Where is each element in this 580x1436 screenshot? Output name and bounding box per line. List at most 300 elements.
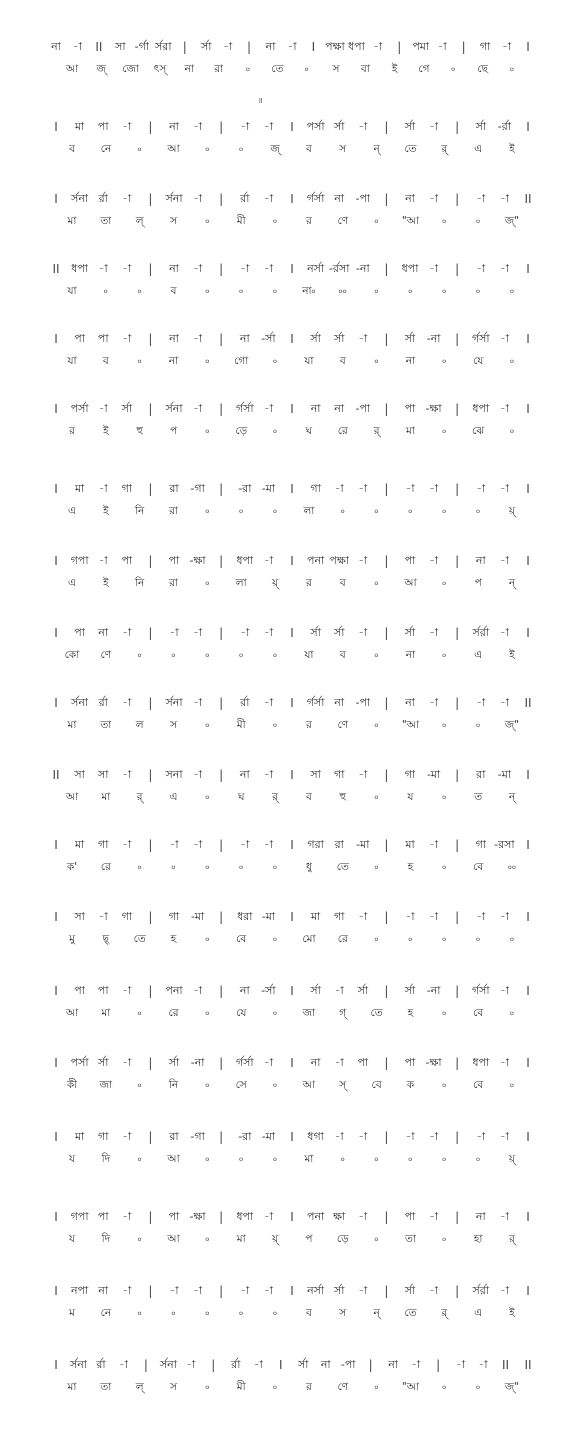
swara-note: -া	[373, 40, 383, 53]
lyric-syllable: য	[68, 1233, 76, 1245]
swara-note: -া	[72, 40, 82, 53]
swara-note: র্রা	[96, 1358, 106, 1371]
swara-row	[52, 1208, 532, 1226]
bar-line: I	[526, 984, 530, 998]
lyric-syllable: না	[184, 63, 194, 75]
swara-note: র্সনা	[165, 696, 183, 709]
swara-note: র্গর্সা	[306, 696, 325, 709]
swara-note: -া	[122, 1130, 132, 1143]
lyric-syllable: তে	[271, 63, 284, 75]
swara-note: সা	[97, 768, 109, 781]
lyric-syllable: স	[170, 719, 177, 731]
bar-line: I	[54, 838, 58, 852]
bar-line: |	[219, 332, 224, 346]
swara-note: -া	[263, 696, 273, 709]
lyric-syllable: যা	[304, 649, 314, 661]
swara-note: -া	[476, 910, 486, 923]
bar-line: I	[54, 1210, 58, 1224]
bar-line: |	[148, 768, 153, 782]
lyric-syllable: ব	[305, 1307, 312, 1319]
lyric-syllable: যা	[304, 355, 314, 367]
bar-line: |	[148, 1130, 153, 1144]
swara-note: -া	[358, 120, 368, 133]
bar-line: |	[455, 1284, 460, 1298]
bar-line: II	[52, 262, 60, 276]
lyric-syllable: ৹	[205, 577, 210, 589]
lyric-syllable: রে	[168, 1007, 179, 1019]
bar-line: I	[526, 1056, 530, 1070]
bar-line: I	[290, 1056, 294, 1070]
bar-line: |	[384, 768, 389, 782]
bar-line: I	[526, 482, 530, 496]
swara-note: গা	[121, 482, 132, 495]
lyric-syllable: ৹	[239, 505, 244, 517]
lyric-syllable: ৹	[137, 1307, 142, 1319]
lyric-syllable: র	[69, 425, 75, 437]
notation-line	[52, 694, 532, 740]
lyric-syllable: দি	[101, 1233, 111, 1245]
lyric-syllable: ক'	[66, 861, 78, 873]
bar-line: I	[526, 1210, 530, 1224]
lyric-syllable: ৹	[442, 577, 447, 589]
lyric-syllable: ৹	[442, 285, 447, 297]
lyric-syllable: ৹	[205, 933, 210, 945]
swara-row	[52, 836, 532, 854]
swara-note: র্সনা	[165, 402, 183, 415]
lyric-syllable: হু	[136, 425, 144, 437]
lyric-syllable: ৹	[137, 1007, 142, 1019]
lyric-syllable: র্	[441, 143, 448, 155]
swara-note: না	[239, 768, 250, 781]
swara-note: -া	[193, 1284, 203, 1297]
swara-note: -া	[118, 1358, 128, 1371]
lyric-syllable: ৹	[273, 1079, 278, 1091]
lyric-syllable: এ	[68, 505, 76, 517]
lyric-row	[52, 422, 532, 440]
lyric-syllable: ন্	[373, 143, 380, 155]
swara-note: -া	[122, 1056, 132, 1069]
swara-note: -া	[429, 696, 439, 709]
notation-line	[52, 1282, 532, 1328]
lyric-syllable: না৹	[302, 285, 316, 297]
swara-note: -া	[429, 1210, 439, 1223]
bar-line: I	[278, 1358, 283, 1372]
lyric-syllable: তা	[100, 215, 112, 227]
lyric-row	[52, 502, 532, 520]
lyric-syllable: নে	[100, 143, 112, 155]
lyric-syllable: মু	[69, 933, 75, 945]
lyric-syllable: য়্	[271, 1233, 279, 1245]
lyric-syllable: ৹৹	[507, 861, 517, 873]
swara-note: -মা	[261, 1130, 276, 1143]
lyric-syllable: যে	[236, 1007, 247, 1019]
lyric-syllable: ৹	[304, 63, 309, 75]
swara-note: -া	[186, 1358, 196, 1371]
swara-note: -রসা	[494, 838, 515, 851]
lyric-row	[52, 716, 532, 734]
lyric-syllable: ৹	[509, 1079, 515, 1091]
swara-note: পা	[404, 1210, 416, 1223]
swara-note: -া	[240, 626, 250, 639]
lyric-syllable: ড়ে	[336, 1233, 349, 1245]
lyric-syllable: বে	[371, 1079, 382, 1091]
lyric-syllable: ৹	[205, 1381, 210, 1393]
swara-note: -া	[193, 984, 203, 997]
lyric-syllable: ৹	[273, 215, 278, 227]
lyric-syllable: ৹	[374, 1233, 379, 1245]
bar-line: I	[290, 984, 294, 998]
lyric-syllable: ৹	[205, 1079, 210, 1091]
swara-note: -মা	[190, 910, 205, 923]
lyric-syllable: ৹	[239, 649, 244, 661]
lyric-syllable: জ্"	[504, 1381, 520, 1393]
bar-line: |	[455, 332, 460, 346]
swara-note: র্রা	[98, 192, 108, 205]
lyric-syllable: বে	[473, 861, 484, 873]
bar-line: |	[397, 40, 402, 54]
lyric-row	[52, 646, 532, 664]
lyric-syllable: ৹	[205, 355, 210, 367]
lyric-syllable: ৹	[103, 285, 108, 297]
swara-note: না	[239, 332, 250, 345]
swara-note: র্সনা	[159, 1358, 177, 1371]
swara-note: -া	[429, 910, 439, 923]
swara-note: -া	[405, 1130, 415, 1143]
lyric-syllable: ৹	[205, 649, 210, 661]
swara-note: -পা	[355, 402, 371, 415]
lyric-syllable: স	[339, 1307, 347, 1319]
bar-line: |	[219, 482, 224, 496]
swara-note: না	[169, 120, 179, 133]
swara-note: -া	[263, 626, 273, 639]
swara-note: গা	[97, 1130, 109, 1143]
swara-note: র্সা	[357, 984, 369, 997]
lyric-syllable: জ্"	[504, 215, 520, 227]
lyric-syllable: ণে	[100, 649, 112, 661]
swara-note: রা	[334, 838, 344, 851]
lyric-syllable: আ	[65, 791, 79, 803]
swara-note: গরা	[307, 838, 324, 851]
bar-line: I	[54, 910, 58, 924]
swara-note: র্সা	[404, 120, 416, 133]
swara-note: র্রা	[240, 192, 250, 205]
bar-line: II	[52, 768, 60, 782]
bar-line: I	[54, 1130, 58, 1144]
lyric-syllable: ই	[509, 649, 515, 661]
swara-note: -া	[122, 626, 132, 639]
lyric-row	[52, 1304, 532, 1322]
swara-note: -া	[499, 192, 509, 205]
swara-note: পর্সা	[306, 120, 325, 133]
lyric-row	[52, 282, 532, 300]
lyric-syllable: তা	[100, 719, 112, 731]
bar-line: |	[219, 910, 224, 924]
swara-note: -া	[429, 262, 439, 275]
lyric-syllable: ৹	[451, 63, 456, 75]
swara-note: -া	[405, 482, 415, 495]
swara-note: -গা	[190, 1130, 205, 1143]
swara-note: -ক্ষা	[189, 1210, 206, 1223]
swara-note: নপা	[70, 1284, 89, 1297]
lyric-syllable: ৹	[205, 425, 210, 437]
lyric-syllable: ৹	[442, 215, 447, 227]
lyric-syllable: ৹	[374, 649, 379, 661]
notation-line	[52, 552, 532, 598]
lyric-syllable: ব	[339, 577, 346, 589]
lyric-syllable: ধু	[305, 861, 312, 873]
swara-note: -া	[476, 1130, 486, 1143]
lyric-syllable: ব	[339, 355, 346, 367]
swara-note: -া	[358, 1210, 368, 1223]
bar-line: |	[148, 332, 153, 346]
lyric-syllable: না	[405, 649, 416, 661]
swara-note: র্সা	[404, 626, 416, 639]
bar-line: |	[148, 1284, 153, 1298]
swara-note: -া	[499, 1130, 509, 1143]
swara-note: -া	[429, 1284, 439, 1297]
bar-line: I	[54, 984, 58, 998]
swara-note: -া	[263, 120, 273, 133]
bar-line: |	[384, 332, 389, 346]
lyric-row	[52, 212, 532, 230]
bar-line: |	[384, 910, 389, 924]
swara-row	[52, 38, 532, 56]
bar-line: I	[54, 1056, 58, 1070]
lyric-syllable: তে	[336, 861, 349, 873]
lyric-syllable: স	[170, 1381, 177, 1393]
swara-note: না	[239, 984, 250, 997]
swara-note: র্সা	[310, 332, 321, 345]
bar-line: |	[455, 1130, 460, 1144]
lyric-syllable: ব	[170, 285, 177, 297]
lyric-syllable: ৹	[442, 425, 447, 437]
lyric-syllable: মো	[302, 933, 316, 945]
lyric-syllable: তে	[370, 1007, 383, 1019]
swara-note: -া	[358, 1284, 368, 1297]
swara-note: -না	[426, 984, 441, 997]
notation-line	[52, 908, 532, 954]
lyric-syllable: ৹	[273, 1381, 278, 1393]
lyric-syllable: ত	[474, 791, 483, 803]
swara-note: -া	[358, 554, 368, 567]
lyric-syllable: ৹	[340, 505, 345, 517]
bar-line: II	[524, 1358, 532, 1372]
bar-line: |	[461, 40, 466, 54]
bar-line: |	[143, 1358, 148, 1372]
lyric-syllable: ৹	[442, 1153, 447, 1165]
swara-row	[52, 624, 532, 642]
bar-line: I	[526, 626, 530, 640]
swara-note: সনা	[165, 768, 183, 781]
swara-row	[52, 552, 532, 570]
lyric-syllable: মা	[236, 1233, 246, 1245]
bar-line: I	[290, 838, 294, 852]
lyric-syllable: স	[332, 63, 340, 75]
lyric-syllable: বে	[473, 1079, 484, 1091]
lyric-syllable: আ	[65, 1007, 79, 1019]
lyric-syllable: বে	[473, 1007, 484, 1019]
swara-note: -া	[240, 1284, 250, 1297]
bar-line: I	[290, 1210, 294, 1224]
lyric-syllable: ৹	[442, 1381, 447, 1393]
lyric-syllable: ৹	[273, 933, 278, 945]
swara-note: র্সরা	[155, 40, 172, 53]
lyric-syllable: মা	[101, 1007, 111, 1019]
swara-note: রা	[169, 1130, 179, 1143]
swara-row	[52, 400, 532, 418]
bar-line: |	[368, 1358, 373, 1372]
swara-note: -া	[122, 192, 132, 205]
bar-line: |	[384, 696, 389, 710]
lyric-syllable: আ	[167, 1233, 180, 1245]
swara-note: মা	[74, 482, 85, 495]
swara-row	[52, 1282, 532, 1300]
lyric-syllable: গে	[418, 63, 430, 75]
swara-note: মা	[310, 910, 321, 923]
bar-line: I	[526, 120, 530, 134]
swara-note: না	[475, 554, 486, 567]
lyric-row	[52, 1076, 532, 1094]
lyric-syllable: ৹	[137, 861, 142, 873]
notation-line	[52, 190, 532, 236]
swara-note: র্গর্সা	[306, 192, 325, 205]
swara-note: -া	[223, 40, 233, 53]
lyric-syllable: ৹	[374, 861, 379, 873]
lyric-syllable: ব	[339, 649, 346, 661]
bar-line: |	[455, 120, 460, 134]
lyric-syllable: রা	[169, 505, 178, 517]
swara-note: না	[310, 1056, 321, 1069]
swara-note: -মা	[426, 768, 441, 781]
bar-line: |	[455, 626, 460, 640]
bar-line: |	[219, 192, 224, 206]
swara-note: না	[265, 40, 276, 53]
lyric-syllable: স	[170, 215, 177, 227]
swara-note: -া	[499, 626, 509, 639]
swara-row	[52, 190, 532, 208]
swara-note: গা	[121, 910, 132, 923]
swara-note: গা	[404, 768, 416, 781]
swara-note: -না	[355, 262, 370, 275]
swara-note: -পা	[340, 1358, 356, 1371]
swara-note: -মা	[497, 768, 512, 781]
lyric-syllable: জা	[302, 1007, 316, 1019]
swara-note: -গা	[190, 482, 205, 495]
bar-line: |	[148, 1210, 153, 1224]
lyric-syllable: ঝে	[472, 425, 485, 437]
lyric-syllable: হ	[407, 1007, 414, 1019]
bar-line: I	[54, 120, 58, 134]
lyric-syllable: ৹	[137, 1233, 142, 1245]
swara-note: -া	[263, 768, 273, 781]
lyric-syllable: র	[306, 215, 312, 227]
bar-line: I	[290, 120, 294, 134]
bar-line: |	[148, 984, 153, 998]
lyric-syllable: "আ	[401, 1381, 419, 1393]
swara-note: না	[388, 1358, 399, 1371]
swara-note: -া	[122, 1210, 132, 1223]
bar-line: I	[290, 696, 294, 710]
notation-line	[52, 400, 532, 446]
bar-line: I	[526, 40, 530, 54]
swara-note: র্সর্রা	[472, 1284, 490, 1297]
lyric-syllable: ল	[135, 719, 144, 731]
notation-line	[52, 836, 532, 882]
lyric-syllable: ৹	[205, 143, 210, 155]
bar-line: I	[526, 838, 530, 852]
swara-note: র্সা	[298, 1358, 309, 1371]
lyric-syllable: ছ্	[102, 933, 110, 945]
lyric-syllable: হা	[473, 1233, 483, 1245]
bar-line: |	[148, 1056, 153, 1070]
lyric-syllable: জ্"	[504, 719, 520, 731]
lyric-syllable: র	[306, 1381, 312, 1393]
lyric-syllable: ৹	[374, 355, 379, 367]
lyric-syllable: ৹	[273, 1307, 278, 1319]
lyric-syllable: ই	[103, 577, 109, 589]
swara-note: পা	[97, 984, 109, 997]
lyric-syllable: রে	[100, 861, 111, 873]
lyric-syllable: ৹	[442, 1007, 447, 1019]
lyric-syllable: ণে	[337, 215, 349, 227]
swara-note: -া	[499, 1056, 509, 1069]
swara-note: র্সা	[200, 40, 212, 53]
swara-note: র্গর্সা	[235, 402, 254, 415]
lyric-syllable: ৹	[137, 285, 142, 297]
lyric-syllable: ৹	[509, 355, 515, 367]
lyric-syllable: ৹	[171, 861, 176, 873]
swara-note: পা	[74, 984, 85, 997]
bar-line: I	[290, 910, 294, 924]
swara-row	[52, 260, 532, 278]
swara-note: -ক্ষা	[425, 402, 442, 415]
swara-note: ধরা	[237, 910, 253, 923]
lyric-syllable: নে	[100, 1307, 112, 1319]
swara-note: -া	[358, 332, 368, 345]
lyric-syllable: তা	[100, 1381, 112, 1393]
swara-note: -র্রা	[497, 120, 511, 133]
swara-note: পনা	[306, 1210, 325, 1223]
bar-line: |	[148, 482, 153, 496]
swara-note: মা	[74, 120, 85, 133]
swara-note: -না	[190, 1056, 205, 1069]
swara-note: -া	[429, 838, 439, 851]
bar-line: I	[526, 262, 530, 276]
lyric-syllable: জ্	[96, 63, 107, 75]
bar-line: |	[219, 1056, 224, 1070]
swara-note: র্সা	[333, 332, 345, 345]
lyric-row	[52, 60, 532, 78]
swara-note: -মা	[261, 910, 276, 923]
lyric-syllable: যা	[67, 285, 77, 297]
lyric-syllable: ঘ	[305, 425, 313, 437]
bar-line: |	[455, 554, 460, 568]
swara-note: -া	[122, 696, 132, 709]
swara-note: -রা	[238, 1130, 252, 1143]
lyric-syllable: মা	[101, 791, 111, 803]
lyric-syllable: তে	[133, 933, 146, 945]
bar-line: I	[526, 768, 530, 782]
swara-note: র্সর্রা	[472, 626, 490, 639]
lyric-syllable: এ	[474, 143, 483, 155]
lyric-syllable: ৹	[408, 285, 413, 297]
swara-note: -া	[476, 192, 486, 205]
swara-row	[52, 118, 532, 136]
swara-note: -া	[499, 910, 509, 923]
bar-line: I	[54, 1284, 58, 1298]
swara-note: সা	[74, 910, 85, 923]
notation-line	[52, 1356, 532, 1402]
